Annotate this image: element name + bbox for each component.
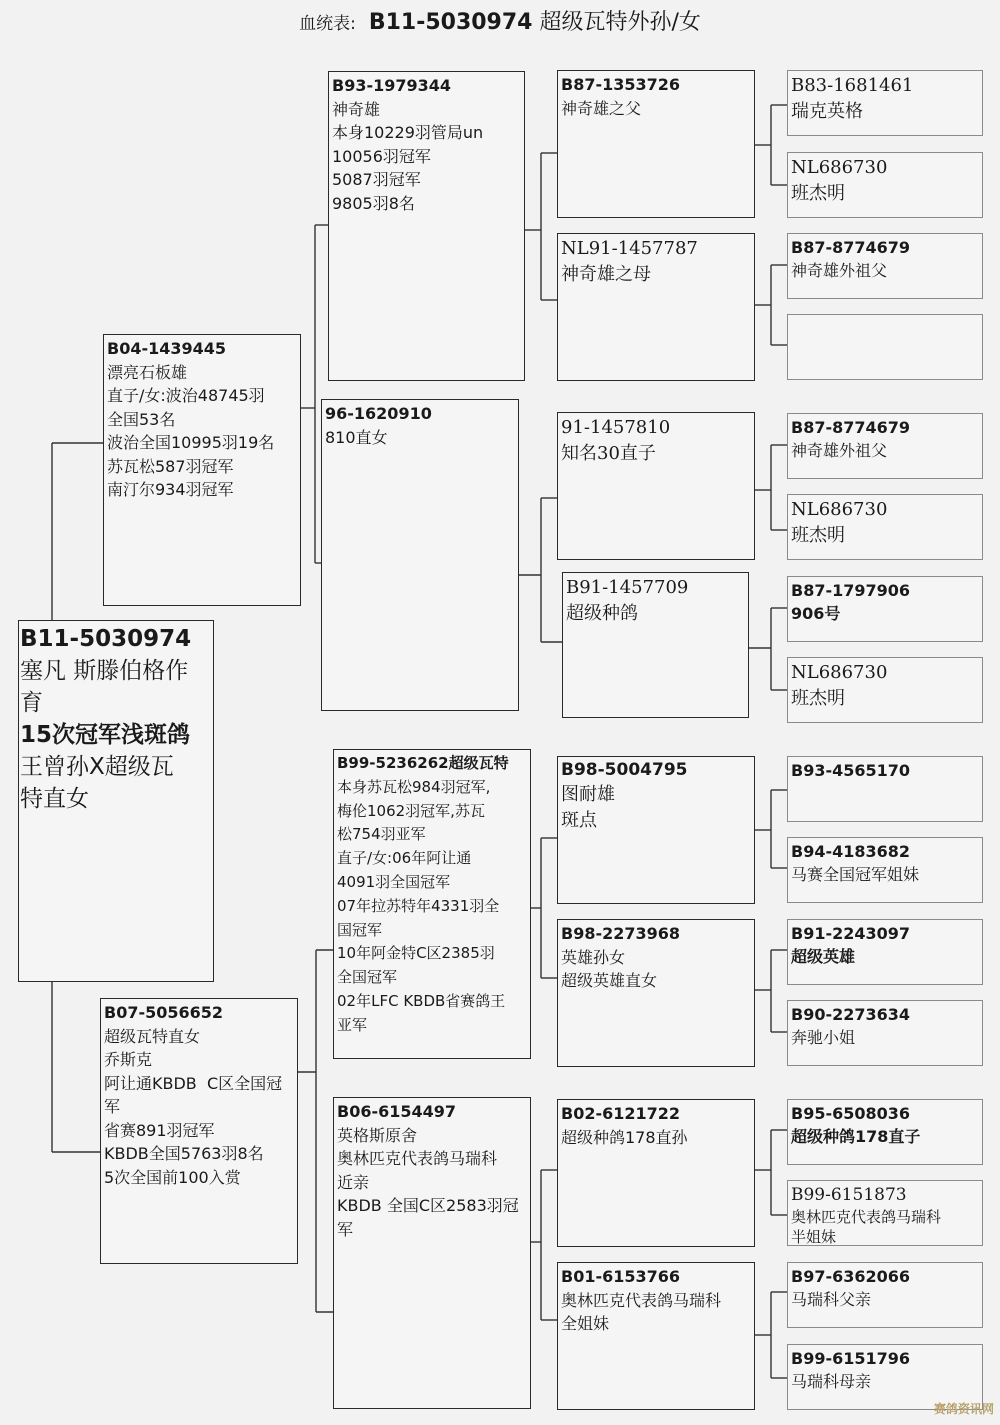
g3-line: 奥林匹克代表鸽马瑞科 [561, 1290, 722, 1310]
g3-box [557, 70, 755, 218]
dam-line: 阿让通KBDB C区全国冠 [104, 1073, 283, 1093]
g4-line: 马瑞科父亲 [791, 1290, 872, 1309]
g3-line: 英雄孙女 [561, 947, 626, 967]
ss-line: 本身10229羽管局un [332, 123, 484, 142]
site-watermark: 赛鸽资讯网 [933, 1402, 994, 1416]
g3-line: 知名30直子 [561, 443, 656, 464]
ds-line: 4091羽全国冠军 [337, 872, 451, 891]
sd-ring: 96-1620910 [325, 404, 432, 423]
g3-line: 超级种鸽 [566, 603, 638, 624]
dd-line: 英格斯原舍 [337, 1125, 418, 1145]
g3-ring: B02-6121722 [561, 1104, 681, 1123]
sire-line: 南汀尔934羽冠军 [107, 480, 234, 499]
g3-box [557, 1099, 755, 1247]
g4-box [787, 70, 983, 136]
sire-sire-box [328, 71, 525, 381]
ss-line: 神奇雄 [332, 99, 381, 119]
g4-ring: B87-1797906 [791, 581, 911, 600]
g4-box [787, 919, 983, 985]
sire-dam-box [321, 399, 519, 711]
title-ring-number: B11-5030974 [368, 10, 533, 35]
g4-ring: NL686730 [791, 499, 888, 520]
g4-box [787, 576, 983, 642]
dd-line: 近亲 [337, 1172, 370, 1192]
g4-line: 神奇雄外祖父 [791, 441, 888, 460]
g3-box [557, 1262, 755, 1410]
dam-line: 军 [104, 1097, 121, 1116]
g3-box [557, 233, 755, 381]
g4-box [787, 233, 983, 299]
g4-box [787, 837, 983, 903]
g4-line: 班杰明 [791, 688, 845, 709]
sire-box [103, 334, 301, 606]
ds-line: 松754羽亚军 [337, 825, 426, 844]
g4-ring: NL686730 [791, 157, 888, 178]
g4-box [787, 756, 983, 822]
g4-box [787, 152, 983, 218]
g4-ring: B87-8774679 [791, 238, 911, 257]
dam-box [100, 998, 298, 1264]
sire-line: 全国53名 [107, 409, 176, 429]
ss-line: 9805羽8名 [332, 193, 415, 213]
g4-ring: B95-6508036 [791, 1104, 911, 1123]
g3-line: 图耐雄 [561, 784, 615, 805]
g3-box [557, 919, 755, 1067]
g3-box [557, 756, 755, 904]
g4-ring: B87-8774679 [791, 418, 911, 437]
dam-line: 超级瓦特直女 [104, 1026, 201, 1046]
subject-line: 15次冠军浅斑鸽 [20, 722, 191, 748]
ds-line: 梅伦1062羽冠军,苏瓦 [337, 801, 485, 820]
g4-line: 超级英雄 [791, 947, 856, 966]
g4-line: 马瑞科母亲 [791, 1372, 872, 1391]
g3-line: 超级种鸽178直孙 [561, 1127, 688, 1147]
ds-line: 直子/女:06年阿让通 [337, 849, 472, 868]
g4-ring: B97-6362066 [791, 1267, 911, 1286]
ds-line: 全国冠军 [337, 968, 398, 987]
dd-line: KBDB 全国C区2583羽冠 [337, 1196, 519, 1215]
g3-ring: NL91-1457787 [561, 238, 698, 259]
subject-line: 塞凡 斯滕伯格作 [20, 658, 189, 684]
g3-line: 斑点 [561, 810, 597, 831]
g4-box [787, 1099, 983, 1165]
g3-ring: B98-5004795 [561, 760, 688, 780]
sire-line: 直子/女:波治48745羽 [107, 386, 265, 405]
ds-line: 10年阿金特C区2385羽 [337, 944, 495, 963]
g3-ring: B01-6153766 [561, 1267, 681, 1286]
dam-line: 5次全国前100入赏 [104, 1167, 241, 1187]
sire-line: 苏瓦松587羽冠军 [107, 456, 234, 476]
g4-box [787, 1262, 983, 1328]
title-text: 超级瓦特外孙/女 [539, 10, 701, 35]
dam-line: KBDB全国5763羽8名 [104, 1144, 264, 1163]
g3-box [562, 572, 749, 718]
g4-line: 班杰明 [791, 525, 845, 546]
dd-line: 奥林匹克代表鸽马瑞科 [337, 1149, 498, 1168]
g4-box [787, 657, 983, 723]
g4-line: 班杰明 [791, 183, 845, 204]
sire-line: 波治全国10995羽19名 [107, 433, 275, 452]
ss-line: 10056羽冠军 [332, 146, 431, 166]
subject-line: 特直女 [20, 786, 89, 812]
dd-line: 军 [337, 1219, 354, 1239]
g4-ring: B93-4565170 [791, 761, 911, 780]
subject-ring: B11-5030974 [20, 626, 192, 652]
sd-line: 810直女 [325, 427, 388, 447]
ds-line: 国冠军 [337, 920, 383, 939]
g4-ring: B99-6151873 [791, 1185, 907, 1205]
ds-line: 本身苏瓦松984羽冠军, [337, 777, 491, 796]
dam-ring: B07-5056652 [104, 1003, 224, 1022]
subject-line: 育 [20, 690, 43, 716]
dam-line: 省赛891羽冠军 [104, 1120, 215, 1140]
g4-box [787, 494, 983, 560]
ss-line: 5087羽冠军 [332, 170, 421, 189]
g4-ring: B99-6151796 [791, 1349, 911, 1368]
g4-line: 瑞克英格 [791, 101, 863, 122]
ss-ring: B93-1979344 [332, 76, 452, 95]
g4-line: 奥林匹克代表鸽马瑞科 [791, 1208, 942, 1226]
g3-box [557, 412, 755, 560]
g3-ring: B87-1353726 [561, 75, 681, 94]
title-label: 血统表: [299, 14, 356, 34]
g3-ring: B91-1457709 [566, 577, 689, 598]
g4-box [787, 1180, 983, 1246]
subject-box [18, 620, 214, 982]
ds-line: 亚军 [337, 1015, 368, 1034]
g3-line: 超级英雄直女 [561, 971, 658, 990]
g4-box [787, 1000, 983, 1066]
g4-box-empty [787, 314, 983, 380]
g4-ring: NL686730 [791, 662, 888, 683]
g3-ring: B98-2273968 [561, 924, 681, 943]
g3-line: 神奇雄之父 [561, 98, 642, 118]
dd-ring: B06-6154497 [337, 1102, 457, 1121]
g4-line: 马赛全国冠军姐妹 [791, 865, 920, 884]
ds-line: 02年LFC KBDB省赛鸽王 [337, 991, 506, 1010]
g4-ring: B91-2243097 [791, 924, 911, 943]
g4-ring: B83-1681461 [791, 75, 914, 96]
g4-line: 半姐妹 [791, 1228, 837, 1246]
g4-box [787, 413, 983, 479]
g3-ring: 91-1457810 [561, 417, 671, 438]
subject-line: 王曾孙X超级瓦 [20, 754, 174, 780]
g4-ring: B90-2273634 [791, 1005, 911, 1024]
dam-sire-box [333, 749, 531, 1059]
ds-line: 07年拉苏特年4331羽全 [337, 896, 500, 915]
g4-line: 超级种鸽178直子 [791, 1127, 921, 1146]
g4-line: 奔驰小姐 [791, 1028, 856, 1047]
dam-line: 乔斯克 [104, 1050, 153, 1069]
g4-line: 神奇雄外祖父 [791, 261, 888, 280]
g3-line: 神奇雄之母 [561, 264, 651, 285]
sire-ring: B04-1439445 [107, 339, 227, 358]
g3-line: 全姐妹 [561, 1314, 610, 1333]
dam-dam-box [333, 1097, 531, 1409]
g4-line: 906号 [791, 604, 841, 623]
g4-ring: B94-4183682 [791, 842, 911, 861]
sire-line: 漂亮石板雄 [107, 362, 188, 382]
ds-ring: B99-5236262超级瓦特 [337, 754, 509, 772]
